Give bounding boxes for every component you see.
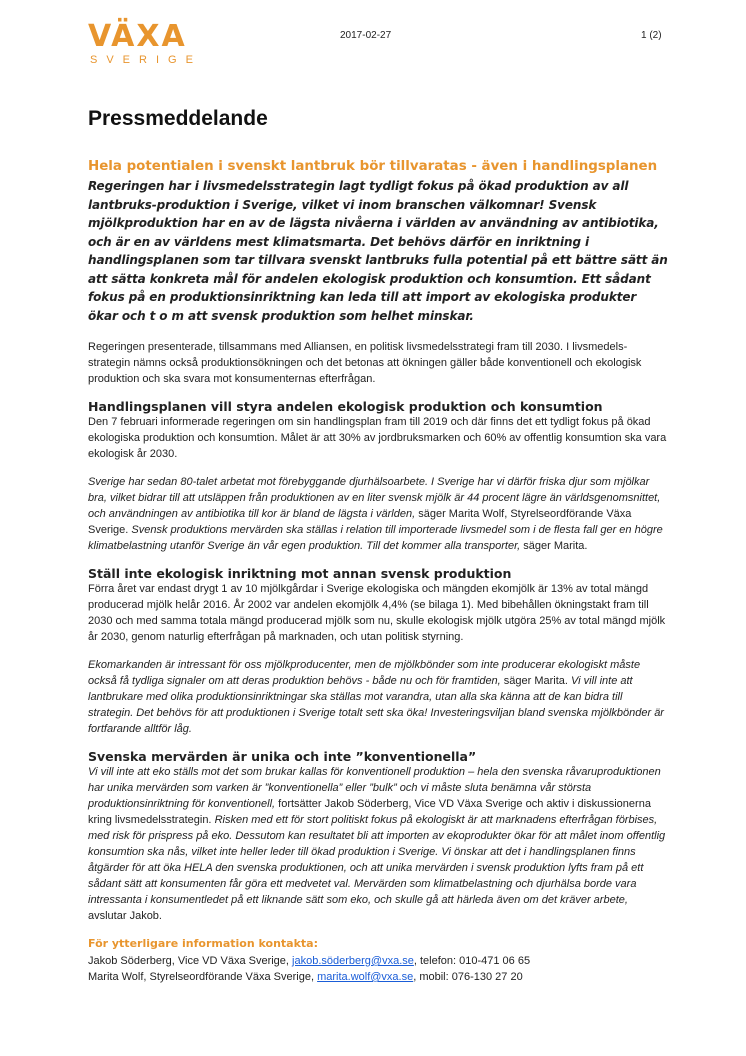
quote-paragraph — [88, 474, 668, 554]
quote-text: Svensk produktions mervärden ska ställas i relation till importerade livsmedel som i de flesta fall ger en högre klimatbelastning utanför Sverige än vår egen produktion. Till det kommer alla transporter, — [88, 524, 663, 552]
quote-attribution: säger Marita Wolf, Styrelseordförande Växa Sverige. — [88, 508, 632, 536]
section-heading-values: Svenska mervärden är unika och inte ”konventionella” — [88, 749, 477, 764]
contact-line — [88, 953, 668, 969]
document-date: 2017-02-27 — [340, 30, 392, 41]
quote-attribution: fortsätter Jakob Söderberg, Vice VD Växa Sverige och aktiv i diskussionerna kring livsmedelsstrategin. — [88, 798, 651, 826]
quote-attribution: avslutar Jakob. — [88, 910, 162, 922]
contact-heading: För ytterligare information kontakta: — [88, 937, 318, 950]
quote-text: Sverige har sedan 80-talet arbetat mot förebyggande djurhälsoarbete. I Sverige har vi därför friska djur som mjölkar bra, vilket bidrar till att utsläppen från produktionen av en liter svensk mjölk är 44 procent lägre än världsgenomsnittet, och användningen av antibiotika till kor är bland de lägsta i världen, — [88, 476, 661, 520]
company-logo — [88, 19, 208, 66]
section-heading-action-plan: Handlingsplanen vill styra andelen ekologisk produktion och konsumtion — [88, 399, 603, 414]
contact-block — [88, 953, 668, 985]
logo-subtitle: SVERIGE — [90, 54, 202, 66]
quote-attribution: säger Marita. — [520, 540, 588, 552]
quote-paragraph — [88, 657, 668, 737]
intro-paragraph: Regeringen presenterade, tillsammans med Alliansen, en politisk livsmedelsstrategi fram till 2030. I livsmedels-strategin nämns också produktionsökningen och det betonas att ökningen gäller både konventionell och ekologisk produktion och ska svara mot konsumenternas efterfrågan. — [88, 341, 642, 385]
page-number: 1 (2) — [641, 30, 662, 41]
quote-text: Vi vill inte att eko ställs mot det som brukar kallas för konventionell produktion – hela den svenska råvaruproduktionen har unika mervärden som varken är ”konventionella” eller ”bulk” och vi måste sluta benämna vår största produktionsinriktning för konventionell, — [88, 766, 661, 810]
contact-phone: , telefon: 010-471 06 65 — [413, 955, 531, 967]
section-heading-organic: Ställ inte ekologisk inriktning mot annan svensk produktion — [88, 566, 512, 581]
contact-line — [88, 969, 668, 985]
contact-phone: , mobil: 076-130 27 20 — [413, 971, 523, 983]
document-body — [88, 106, 668, 985]
email-link-jakob[interactable]: jakob.söderberg@vxa.se — [292, 955, 414, 967]
section-paragraph: Förra året var endast drygt 1 av 10 mjölkgårdar i Sverige ekologiska och mängden ekomjölk är 13% av total mängd producerad mjölk helår 2016. År 2002 var andelen ekomjölk 4,4% (se bilaga 1). Med bibehållen ökningstakt fram till 2030 och med samma totala mängd producerad mjölk som nu, skulle ekologisk mjölk utgöra 25% av total mängd mjölk år 2030, genom naturlig efterfrågan på marknaden, och utan politisk styrning. — [88, 583, 666, 643]
quote-text: Risken med ett för stort politiskt fokus på ekologiskt är att marknadens efterfrågan förbises, med risk för prispress på eko. Dessutom kan resultatet bli att importen av ekoprodukter ökar för att målet inom offentlig konsumtion ska nås, vilket inte heller leder till ökad produktion i Sverige. Vi önskar att det i handlingsplanen finns åtgärder för att öka HELA den svenska produktionen, och att unika mervärden i svensk produktion lyfts fram på ett sådant sätt att konsumenten får göra ett medvetet val. Mervärden som klimatbelastning och djurhälsa borde vara intressanta i konsumentledet på ett liknande sätt som eko, och skulle gå att härleda även om det kräver arbete, — [88, 814, 666, 906]
logo-wordmark: VÄXA — [88, 19, 187, 54]
contact-name: Jakob Söderberg, Vice VD Växa Sverige, — [88, 955, 293, 967]
quote-paragraph — [88, 764, 668, 924]
quote-attribution: säger Marita. — [500, 675, 572, 687]
section-paragraph: Den 7 februari informerade regeringen om sin handlingsplan fram till 2019 och där finns det ett tydligt fokus på ökad ekologiska produktion och konsumtion. Målet är att 30% av jordbruksmarken och 60% av offentlig konsumtion ska vara ekologisk år 2030. — [88, 416, 667, 460]
quote-text: Vi vill inte att lantbrukare med olika produktionsinriktningar ska ställas mot varandra, utan alla ska känna att de kan bidra till strategin. Det behövs för att produktionen i Sverige totalt sett ska öka! Investeringsviljan bland svenska mjölkbönder är fortfarande alltför låg. — [88, 675, 664, 735]
contact-name: Marita Wolf, Styrelseordförande Växa Sverige, — [88, 971, 318, 983]
press-headline: Hela potentialen i svenskt lantbruk bör tillvaratas - även i handlingsplanen — [88, 159, 658, 174]
email-link-marita[interactable]: marita.wolf@vxa.se — [317, 971, 414, 983]
document-title: Pressmeddelande — [88, 107, 268, 130]
quote-text: Ekomarkanden är intressant för oss mjölkproducenter, men de mjölkbönder som inte producerar ekologiskt måste också få tydliga signaler om att deras produktion behövs - både nu och för framtiden, — [88, 659, 641, 687]
lead-paragraph: Regeringen har i livsmedelsstrategin lagt tydligt fokus på ökad produktion av all lantbruks-produktion i Sverige, vilket vi inom branschen välkomnar! Svensk mjölkproduktion har en av de lägsta nivåerna i världen av användning av antibiotika, och är en av världens mest klimatsmarta. Det behövs därför en inriktning i handlingsplanen som tar tillvara svenskt lantbruks fulla potential på ett bättre sätt än att sätta konkreta mål för andelen ekologisk produktion och konsumtion. Ett sådant fokus på en produktionsinriktning kan leda till att import av ekologiska produkter ökar och t o m att svensk produktion som helhet minskar. — [88, 179, 668, 323]
